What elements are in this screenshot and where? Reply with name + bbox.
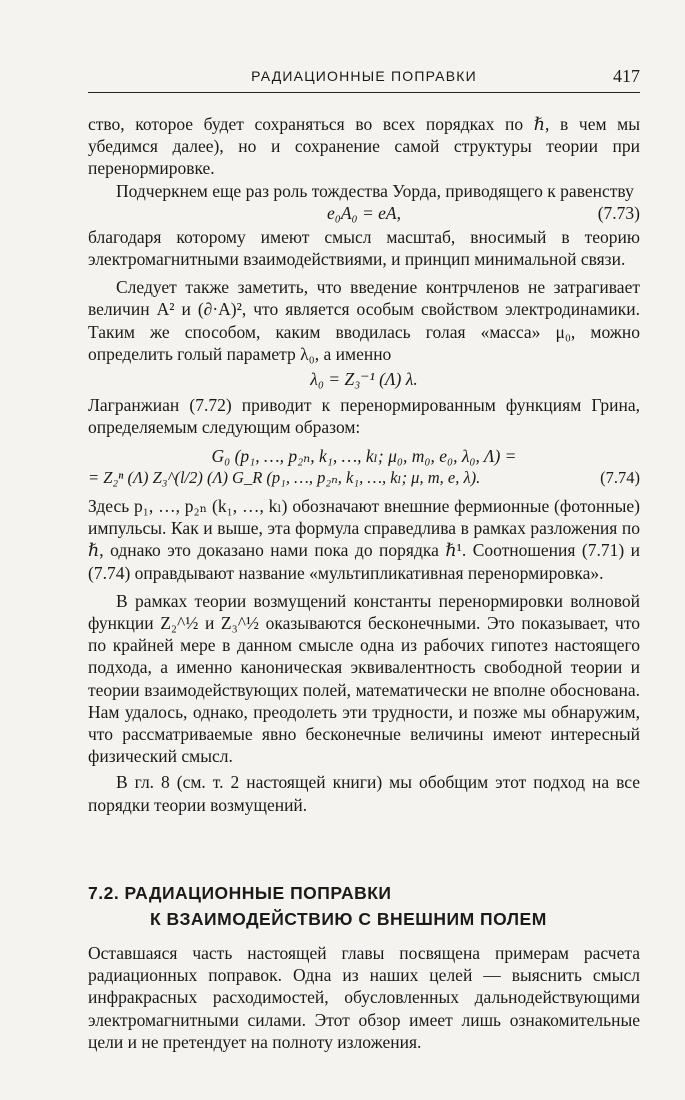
section-title-line-1: 7.2. РАДИАЦИОННЫЕ ПОПРАВКИ bbox=[88, 883, 392, 903]
paragraph-2: Подчеркнем еще раз роль тождества Уорда, приводящего к равенству bbox=[116, 180, 634, 201]
equation-7-74-line-1: G₀ (p₁, …, p₂ₙ, k₁, …, kₗ; μ₀, m₀, e₀, λ₀, Λ) = bbox=[211, 445, 517, 466]
paragraph-9: Оставшаяся часть настоящей главы посвящена примерам расчета радиационных поправок. Одна из наших целей — выяснить смысл инфракрасных расходимостей, обусловленных дальнодействующими электромагнитными силами. Этот обзор имеет лишь ознакомительные цели и не претендует на полноту изложения. bbox=[88, 943, 640, 1052]
running-title: РАДИАЦИОННЫЕ ПОПРАВКИ bbox=[251, 68, 477, 84]
header-rule bbox=[88, 92, 640, 93]
paragraph-4: Следует также заметить, что введение контрчленов не затрагивает величин A² и (∂·A)², что является особым свойством электродинамики. Таким же способом, каким вводилась голая «масса» μ₀, можно определить голый параметр λ₀, а именно bbox=[88, 277, 640, 364]
page-number: 417 bbox=[613, 66, 640, 86]
paragraph-7: В рамках теории возмущений константы перенормировки волновой функции Z₂^½ и Z₃^½ оказываются бесконечными. Это показывает, что по крайней мере в данном смысле одна из рабочих гипотез настоящего подхода, а именно каноническая эквивалентность свободной теории и теории взаимодействующих полей, математически не вполне обоснована. Нам удалось, однако, преодолеть эти трудности, и позже мы обнаружим, что рассматриваемые явно бесконечные величины имеют интересный физический смысл. bbox=[88, 590, 640, 767]
paragraph-6: Здесь p₁, …, p₂ₙ (k₁, …, kₗ) обозначают внешние фермионные (фотонные) импульсы. Как и выше, эта формула справедлива в рамках разложения по ℏ, однако это доказано нами пока до порядка ℏ¹. Соотношения (7.71) и (7.74) оправдывают название «мультипликативная перенормировка». bbox=[88, 496, 640, 583]
paragraph-3: благодаря которому имеют смысл масштаб, вносимый в теорию электромагнитными взаимодействиями, и принцип минимальной связи. bbox=[88, 226, 640, 270]
equation-7-74-line-2-body: = Z₂ⁿ (Λ) Z₃^(l/2) (Λ) G_R (p₁, …, p₂ₙ, k₁, …, kₗ; μ, m, e, λ). bbox=[88, 467, 481, 487]
page-header bbox=[88, 66, 640, 90]
paragraph-5: Лагранжиан (7.72) приводит к перенормированным функциям Грина, определяемым следующим образом: bbox=[88, 395, 640, 438]
equation-7-74-number: (7.74) bbox=[600, 467, 640, 487]
section-text-block bbox=[88, 942, 640, 1053]
paragraph-8: В гл. 8 (см. т. 2 настоящей книги) мы обобщим этот подход на все порядки теории возмущений. bbox=[88, 772, 640, 815]
equation-7-73-number: (7.73) bbox=[597, 202, 640, 223]
main-text-block bbox=[88, 113, 640, 816]
equation-lambda: λ₀ = Z₃⁻¹ (Λ) λ. bbox=[310, 369, 418, 390]
equation-7-73 bbox=[88, 202, 640, 226]
paragraph-1: ство, которое будет сохраняться во всех порядках по ℏ, в чем мы убедимся далее), но и сохранение самой структуры теории при перенормировке. bbox=[88, 114, 640, 179]
equation-7-74-line-2 bbox=[88, 467, 640, 489]
equation-7-73-body: e₀A₀ = eA, bbox=[326, 202, 402, 223]
section-title-line-2: К ВЗАИМОДЕЙСТВИЮ С ВНЕШНИМ ПОЛЕМ bbox=[150, 909, 547, 929]
section-title bbox=[88, 880, 640, 932]
